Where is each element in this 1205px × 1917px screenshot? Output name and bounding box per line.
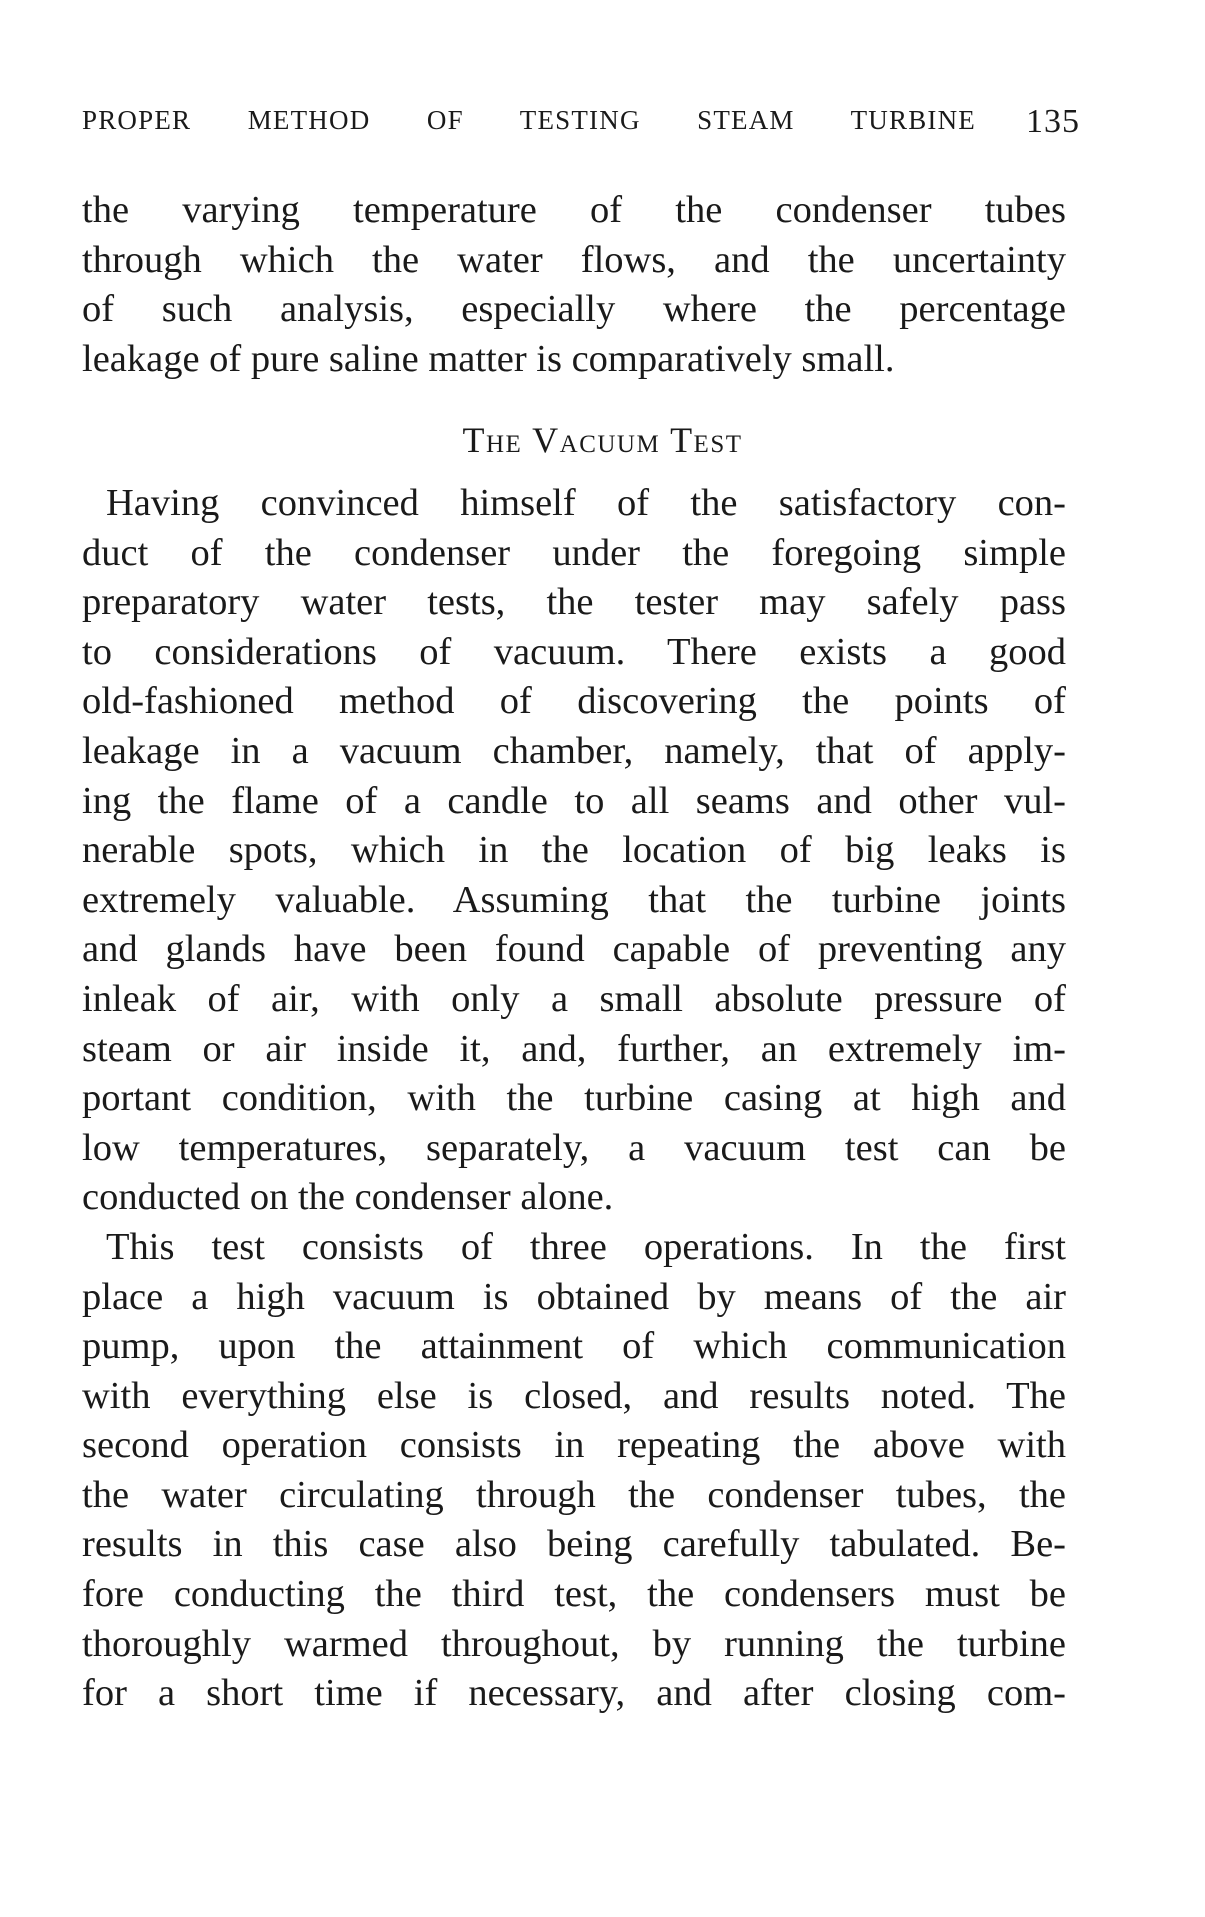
paragraph2-line: thoroughly warmed throughout, by running the turbine — [82, 1622, 1066, 1665]
paragraph2-line: place a high vacuum is obtained by means of the air — [82, 1275, 1066, 1318]
paragraph1-line: extremely valuable. Assuming that the turbine joints — [82, 878, 1066, 921]
paragraph1-line: old-fashioned method of discovering the points of — [82, 680, 1066, 723]
paragraph1-line: Having convinced himself of the satisfactory con- — [106, 482, 1066, 524]
text-line: of such analysis, especially where the percentage — [82, 288, 1066, 331]
text-line: the varying temperature of the condenser tubes — [82, 189, 1066, 231]
paragraph1-line: low temperatures, separately, a vacuum test can be — [82, 1126, 1066, 1169]
paragraph2-line: for a short time if necessary, and after closing com- — [82, 1672, 1066, 1715]
paragraph2-line: fore conducting the third test, the condensers must be — [82, 1573, 1066, 1616]
text-line: leakage of pure saline matter is comparatively small. — [82, 337, 895, 380]
paragraph1-line: inleak of air, with only a small absolute pressure of — [82, 977, 1066, 1020]
paragraph1-line: to considerations of vacuum. There exists a good — [82, 630, 1066, 673]
paragraph1-line: ing the flame of a candle to all seams and other vul- — [82, 779, 1066, 822]
paragraph2-line: with everything else is closed, and results noted. The — [82, 1374, 1066, 1417]
paragraph1-line: and glands have been found capable of preventing any — [82, 928, 1066, 971]
continued-paragraph — [82, 186, 1066, 384]
paragraph-vacuum-test-intro — [82, 479, 1066, 1719]
paragraph1-line: nerable spots, which in the location of big leaks is — [82, 829, 1066, 872]
paragraph2-line: results in this case also being carefully tabulated. Be- — [82, 1523, 1066, 1566]
running-header: PROPER METHOD OF TESTING STEAM TURBINE — [82, 105, 976, 135]
section-heading: The Vacuum Test — [462, 420, 743, 460]
paragraph2-line: This test consists of three operations. In the first — [106, 1225, 1066, 1268]
paragraph2-line: pump, upon the attainment of which communication — [82, 1325, 1066, 1368]
page-number: 135 — [1026, 103, 1080, 140]
paragraph2-line: the water circulating through the condenser tubes, the — [82, 1473, 1066, 1516]
paragraph1-line: steam or air inside it, and, further, an extremely im- — [82, 1027, 1066, 1070]
paragraph2-line: second operation consists in repeating the above with — [82, 1424, 1066, 1467]
text-line: through which the water flows, and the uncertainty — [82, 238, 1066, 281]
paragraph1-line: duct of the condenser under the foregoing simple — [82, 531, 1066, 574]
paragraph1-line: leakage in a vacuum chamber, namely, that of apply- — [82, 729, 1066, 772]
paragraph1-line: portant condition, with the turbine casing at high and — [82, 1077, 1066, 1120]
paragraph1-line: conducted on the condenser alone. — [82, 1176, 614, 1219]
paragraph1-line: preparatory water tests, the tester may safely pass — [82, 581, 1066, 624]
